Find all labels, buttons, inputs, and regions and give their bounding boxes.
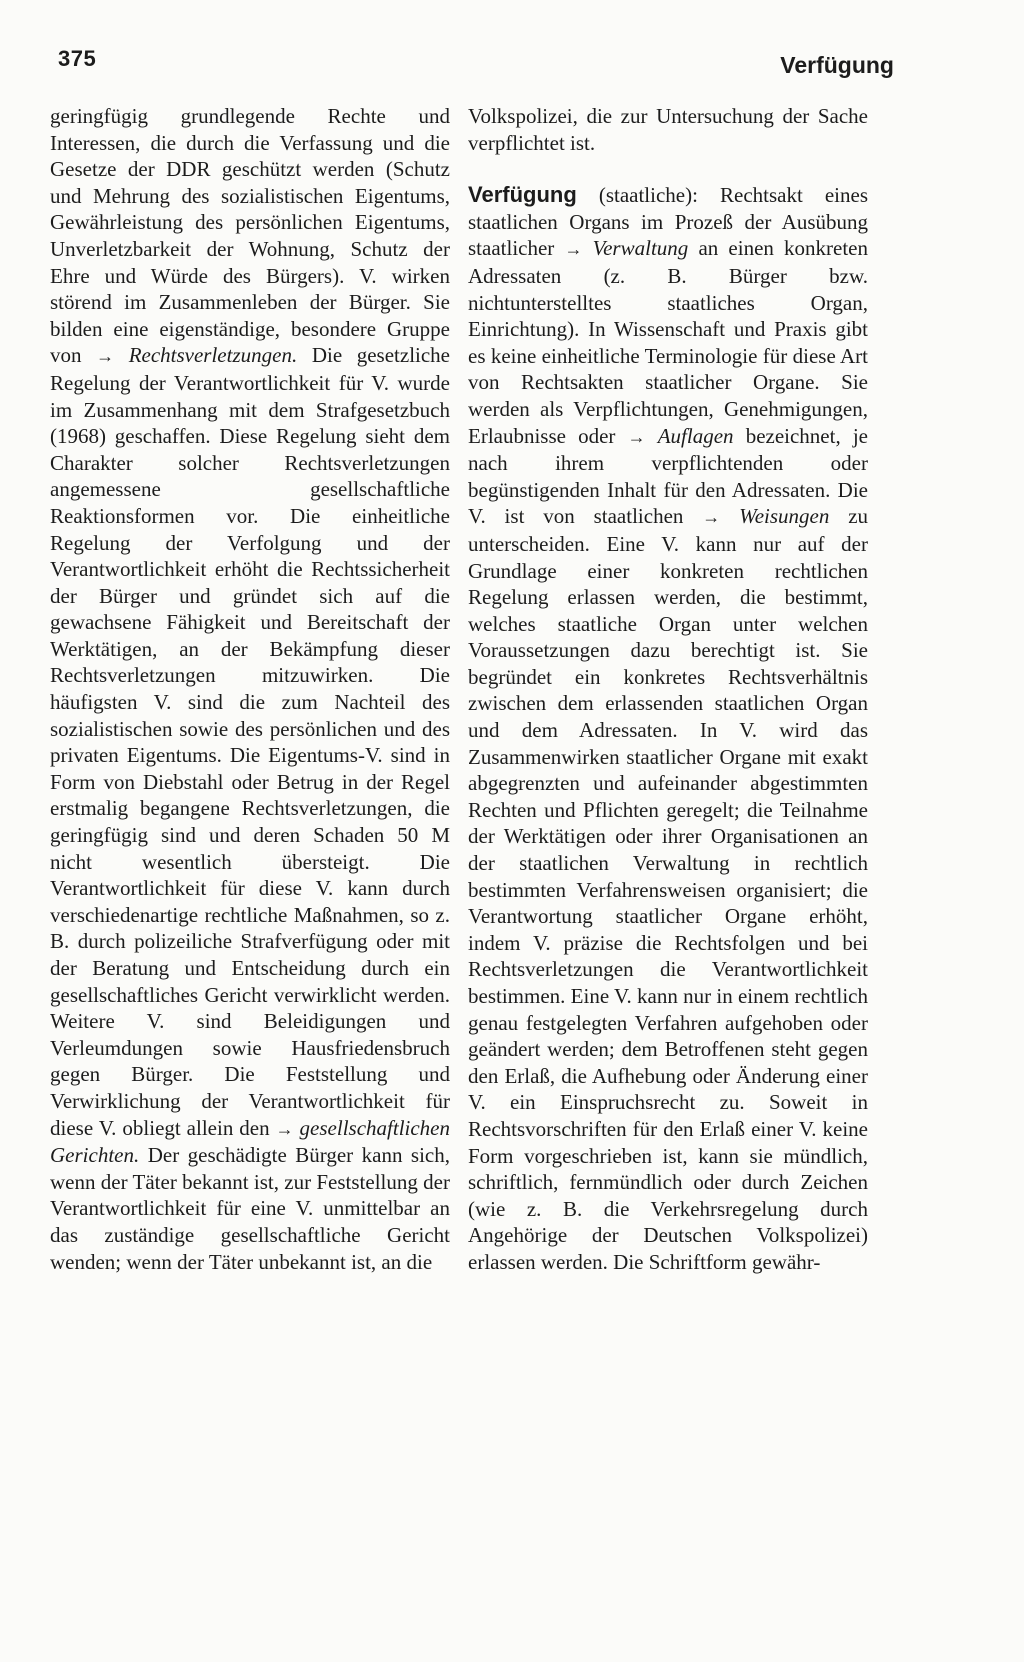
body-text: Der geschädigte Bürger kann sich, wenn der Täter bekannt ist, zur Feststellung der Verantwortlichkeit für eine V. unmittelbar an das zuständige gesellschaftliche Gericht wenden; wenn der Täter unbekannt ist, an die: [50, 1143, 451, 1274]
running-head: Verfügung: [780, 52, 894, 78]
right-arrow-icon: →: [564, 239, 583, 260]
body-text: Die gesetzliche Regelung der Verantwortlichkeit für V. wurde im Zusammenhang mit dem Strafgesetzbuch (1968) geschaffen. Diese Regelung sieht dem Charakter solcher Rechtsverletzungen angemessene gesellschaftliche Reaktionsformen vor. Die einheitliche Regelung der Verfolgung und der Verantwortlichkeit erhöht die Rechtssicherheit der Bürger und gründet sich auf die gewachsene Fähigkeit und Bereitschaft der Werktätigen, an der Bekämpfung dieser Rechtsverletzungen mitzuwirken. Die häufigsten V. sind die zum Nachteil des sozialistischen sowie des persönlichen und des privaten Eigentums. Die Eigentums-V. sind in Form von Diebstahl oder Betrug in der Regel erstmalig begangene Rechtsverletzungen, die geringfügig sind und deren Schaden 50 M nicht wesentlich übersteigt. Die Verantwortlichkeit für diese V. kann durch verschiedenartige rechtliche Maßnahmen, so z. B. durch polizeiliche Strafverfügung oder mit der Beratung und Entscheidung durch ein gesellschaftliches Gericht verwirklicht werden. Weitere V. sind Beleidigungen und Verleumdungen sowie Hausfriedensbruch gegen Bürger. Die Feststellung und Verwirklichung der Verantwortlichkeit für diese V. obliegt allein den: [50, 343, 451, 1140]
entry-continuation-end: Volkspolizei, die zur Untersuchung der Sache verpflichtet ist.: [468, 104, 868, 155]
right-arrow-icon: →: [627, 426, 646, 447]
body-text: (staatliche): Rechtsakt eines staatlichen Organs im Prozeß der Ausübung staatlicher: [468, 183, 868, 261]
body-text: geringfügig grundlegende Rechte und Interessen, die durch die Verfassung und die Gesetze der DDR geschützt werden (Schutz und Mehrung des sozialistischen Eigentums, Gewährleistung des persönlichen Eigentums, Unverletzbarkeit der Wohnung, Schutz der Ehre und Würde des Bürgers). V. wirken störend im Zusammenleben der Bürger. Sie bilden eine eigenständige, besondere Gruppe von: [50, 104, 450, 368]
cross-reference-verwaltung: Verwaltung: [592, 236, 689, 261]
right-arrow-icon: →: [702, 507, 721, 528]
body-text: zu unterscheiden. Eine V. kann nur auf der Grundlage einer konkreten rechtlichen Regelung erlassen werden, die bestimmt, welches staatliche Organ unter welchen Voraussetzungen dazu berechtigt ist. Sie begründet ein konkretes Rechtsverhältnis zwischen dem erlassenden staatlichen Organ und dem Adressaten. In V. wird das Zusammenwirken staatlicher Organe mit exakt abgegrenzten und aufeinander abgestimmten Rechten und Pflichten geregelt; die Teilnahme der Werktätigen oder ihrer Organisationen an der staatlichen Verwaltung in rechtlich bestimmten Verfahrensweisen organisiert; die Verantwortung staatlicher Organe erhöht, indem V. präzise die Rechtsfolgen und bei Rechtsverletzungen die Verantwortlichkeit bestimmen. Eine V. kann nur in einem rechtlich genau festgelegten Verfahren aufgehoben oder geändert werden; dem Betroffenen steht gegen den Erlaß, die Aufhebung oder Änderung einer V. ein Einspruchsrecht zu. Soweit in Rechtsvorschriften für den Erlaß einer V. keine Form vorgeschrieben ist, kann sie mündlich, schriftlich, fernmündlich oder durch Zeichen (wie z. B. die Verkehrsregelung durch Angehörige der Deutschen Volkspolizei) erlassen werden. Die Schriftform gewähr-: [468, 504, 869, 1274]
right-arrow-icon: →: [275, 1118, 294, 1139]
lemma-heading: Verfügung: [468, 182, 577, 208]
right-arrow-icon: →: [96, 346, 115, 367]
entry-continuation: [50, 103, 450, 1275]
cross-reference-weisungen: Weisungen: [739, 504, 830, 529]
cross-reference-gesellschaftliche-gerichte: gesellschaftlichen Gerichten.: [50, 1115, 451, 1168]
body-text: bezeichnet, je nach ihrem verpflichtenden oder begünstigenden Inhalt für den Adressaten. Die V. ist von staatlichen: [468, 423, 869, 529]
page-number: 375: [58, 46, 97, 71]
cross-reference-auflagen: Auflagen: [657, 423, 734, 448]
entry-verfuegung: [468, 182, 868, 1275]
cross-reference-rechtsverletzungen: Rechtsverletzungen.: [128, 343, 298, 368]
body-text: an einen konkreten Adressaten (z. B. Bürger bzw. nichtunterstelltes staatliches Organ, Einrichtung). In Wissenschaft und Praxis gibt es keine einheitliche Terminologie für diese Art von Rechtsakten staatlicher Organe. Sie werden als Verpflichtungen, Genehmigungen, Erlaubnisse oder: [468, 236, 869, 448]
right-column: [468, 103, 868, 1276]
left-column: [50, 103, 450, 1275]
